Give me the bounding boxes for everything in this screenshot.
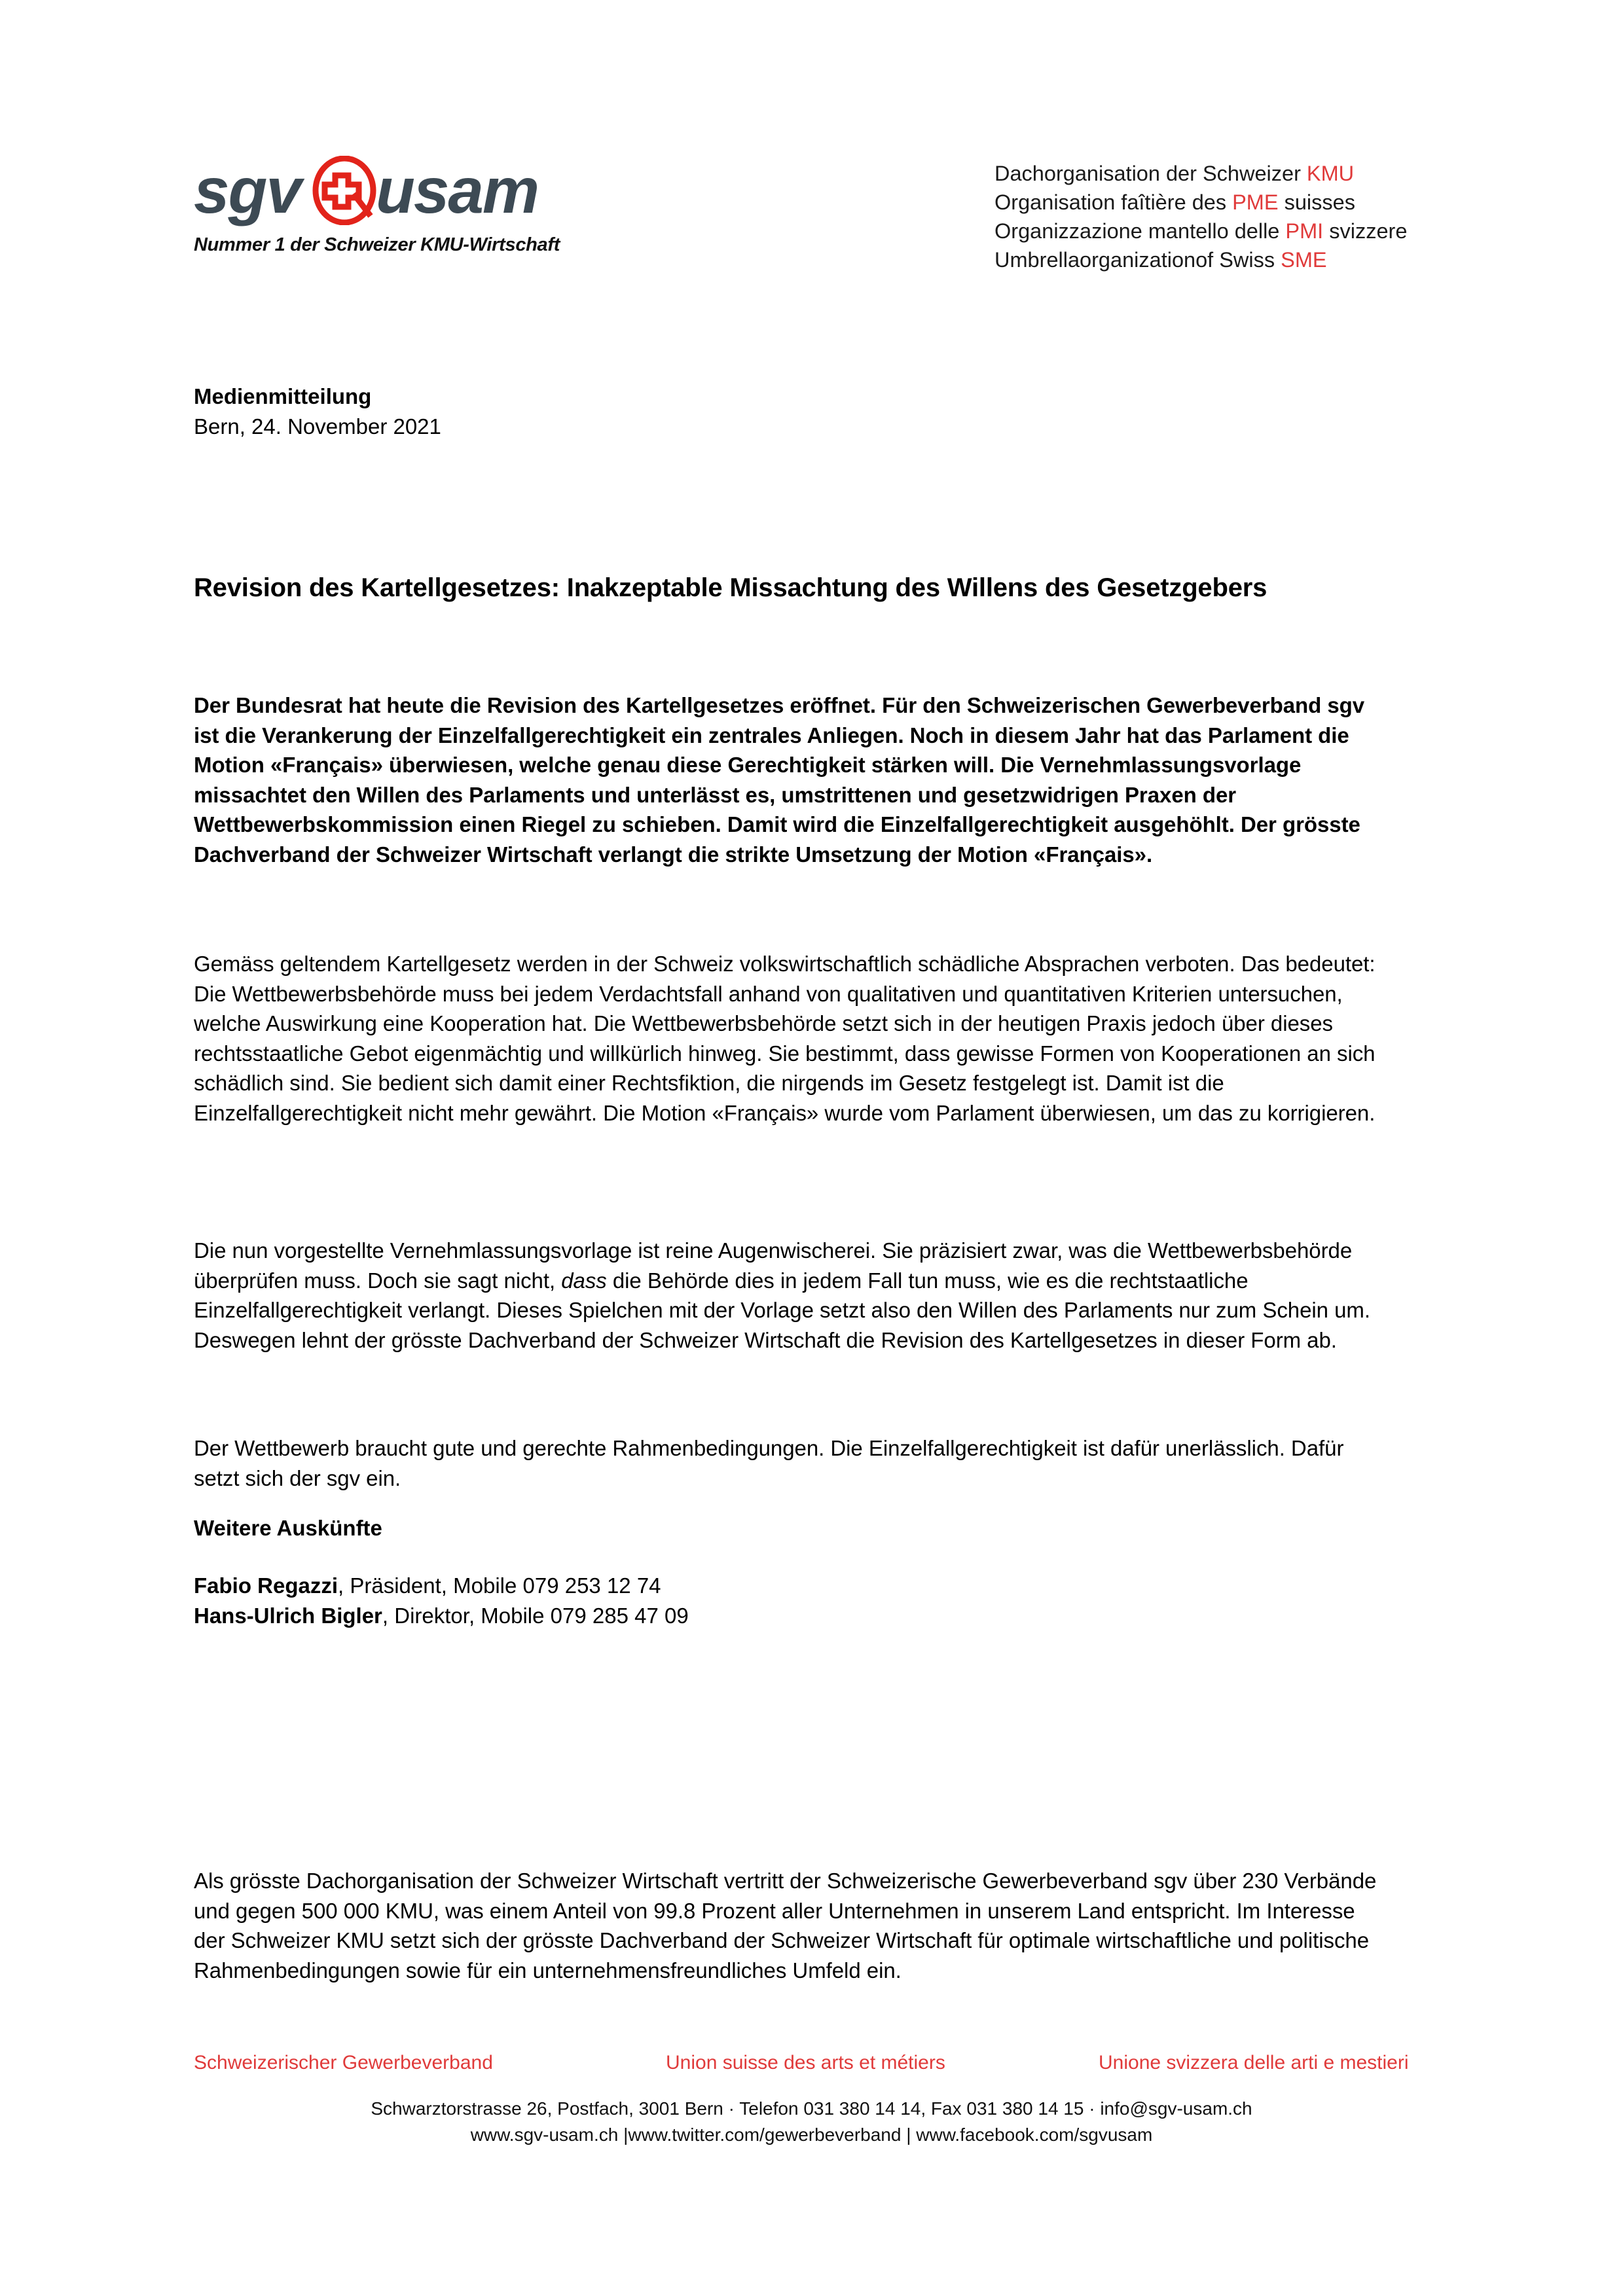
header-organisation-lines <box>994 159 1407 274</box>
header-org-it-suffix: svizzere <box>1323 219 1408 243</box>
header-org-line-fr <box>994 188 1407 217</box>
document-meta <box>194 382 1377 442</box>
footer-org-name-fr: Union suisse des arts et métiers <box>666 2052 945 2073</box>
logo-word-sgv: sgv <box>194 154 301 226</box>
header-org-en-accent: SME <box>1281 248 1327 272</box>
footer-org-name-it: Unione svizzera delle arti e mestieri <box>1099 2052 1409 2073</box>
header-org-de-prefix: Dachorganisation der Schweizer <box>994 162 1307 185</box>
page-footer <box>0 2049 1623 2148</box>
header-org-line-it <box>994 217 1407 245</box>
header-org-fr-prefix: Organisation faîtière des <box>994 190 1233 214</box>
logo-tagline: Nummer 1 der Schweizer KMU-Wirtschaft <box>194 234 560 255</box>
body-paragraph-2 <box>194 1236 1382 1355</box>
contact-details: , Direktor, Mobile 079 285 47 09 <box>382 1603 689 1628</box>
body-paragraph-3: Der Wettbewerb braucht gute und gerechte Rahmenbedingungen. Die Einzelfallgerechtigkeit ist dafür unerlässlich. Dafür setzt sich der sgv ein. <box>194 1436 1344 1490</box>
contacts-heading: Weitere Auskünfte <box>194 1516 382 1540</box>
contact-details: , Präsident, Mobile 079 253 12 74 <box>338 1573 661 1598</box>
logo-word-usam: usam <box>376 154 539 226</box>
sgv-usam-logo <box>194 152 600 256</box>
header-org-fr-accent: PME <box>1232 190 1279 214</box>
page-title: Revision des Kartellgesetzes: Inakzeptable Missachtung des Willens des Gesetzgebers <box>194 573 1267 602</box>
header-org-line-en <box>994 245 1407 274</box>
header-org-it-accent: PMI <box>1285 219 1324 243</box>
document-dateline: Bern, 24. November 2021 <box>194 414 441 439</box>
body-paragraph-2-emphasis: dass <box>561 1268 607 1293</box>
header-org-fr-suffix: suisses <box>1278 190 1355 214</box>
contact-name: Fabio Regazzi <box>194 1573 338 1598</box>
logo-wordmark <box>194 152 574 229</box>
footer-links-line[interactable]: www.sgv-usam.ch |www.twitter.com/gewerbeverband | www.facebook.com/sgvusam <box>470 2125 1153 2145</box>
footer-org-name-de: Schweizerischer Gewerbeverband <box>194 2052 493 2073</box>
body-paragraph-2-part-2: die Behörde dies in jedem Fall tun muss, wie es die rechtstaatliche Einzelfallgerechtigkeit verlangt. Dieses Spielchen mit der Vorlage setzt also den Willen des Parlaments nur zum Schein um. Deswegen lehnt der grösste Dachverband der Schweizer Wirtschaft die Revision des Kartellgesetzes in dieser Form ab. <box>194 1268 1370 1352</box>
footer-organisation-names <box>0 2049 1623 2081</box>
about-boilerplate: Als grösste Dachorganisation der Schweizer Wirtschaft vertritt der Schweizerische Gewerbeverband sgv über 230 Verbände und gegen 500 000 KMU, was einem Anteil von 99.8 Prozent aller Unternehmen in unserem Land entspricht. Im Interesse der Schweizer KMU setzt sich der grösste Dachverband der Schweizer Wirtschaft für optimale wirtschaftliche und politische Rahmenbedingungen sowie für ein unternehmensfreundliches Umfeld ein. <box>194 1869 1377 1982</box>
contact-entry <box>194 1571 1382 1601</box>
header-org-en-prefix: Umbrellaorganizationof Swiss <box>994 248 1281 272</box>
lead-paragraph: Der Bundesrat hat heute die Revision des Kartellgesetzes eröffnet. Für den Schweizerischen Gewerbeverband sgv ist die Verankerung der Einzelfallgerechtigkeit ein zentrales Anliegen. Noch in diesem Jahr hat das Parlament die Motion «Français» überwiesen, welche genau diese Gerechtigkeit stärken will. Die Vernehmlassungsvorlage missachtet den Willen des Parlaments und unterlässt es, umstrittenen und gesetzwidrigen Praxen der Wettbewerbskommission einen Riegel zu schieben. Damit wird die Einzelfallgerechtigkeit ausgehöhlt. Der grösste Dachverband der Schweizer Wirtschaft verlangt die strikte Umsetzung der Motion «Français». <box>194 693 1365 867</box>
page-header <box>0 0 1623 308</box>
footer-address-line: Schwarztorstrasse 26, Postfach, 3001 Bern · Telefon 031 380 14 14, Fax 031 380 14 15 · info@sgv-usam.ch <box>371 2098 1252 2119</box>
document-type-label: Medienmitteilung <box>194 384 372 408</box>
swiss-cross-circle-logo-icon <box>310 156 378 225</box>
contact-entry <box>194 1601 1382 1631</box>
header-org-line-de <box>994 159 1407 188</box>
body-paragraph-2-part-1: Die nun vorgestellte Vernehmlassungsvorlage ist reine Augenwischerei. Sie präzisiert zwar, was die Wettbewerbsbehörde überprüfen muss. Doch sie sagt nicht, <box>194 1238 1353 1293</box>
contacts-list <box>194 1571 1382 1630</box>
header-org-de-accent: KMU <box>1306 162 1355 185</box>
body-paragraph-1: Gemäss geltendem Kartellgesetz werden in der Schweiz volkswirtschaftlich schädliche Absprachen verboten. Das bedeutet: Die Wettbewerbsbehörde muss bei jedem Verdachtsfall anhand von qualitativen und quantitativen Kriterien untersuchen, welche Auswirkung eine Kooperation hat. Die Wettbewerbsbehörde setzt sich in der heutigen Praxis jedoch über dieses rechtsstaatliche Gebot eigenmächtig und willkürlich hinweg. Sie bestimmt, dass gewisse Formen von Kooperationen an sich schädlich sind. Sie bedient sich damit einer Rechtsfiktion, die nirgends im Gesetz festgelegt ist. Damit ist die Einzelfallgerechtigkeit nicht mehr gewährt. Die Motion «Français» wurde vom Parlament überwiesen, um das zu korrigieren. <box>194 952 1376 1125</box>
footer-contact-block <box>0 2096 1623 2148</box>
contact-name: Hans-Ulrich Bigler <box>194 1603 382 1628</box>
header-org-it-prefix: Organizzazione mantello delle <box>994 219 1286 243</box>
